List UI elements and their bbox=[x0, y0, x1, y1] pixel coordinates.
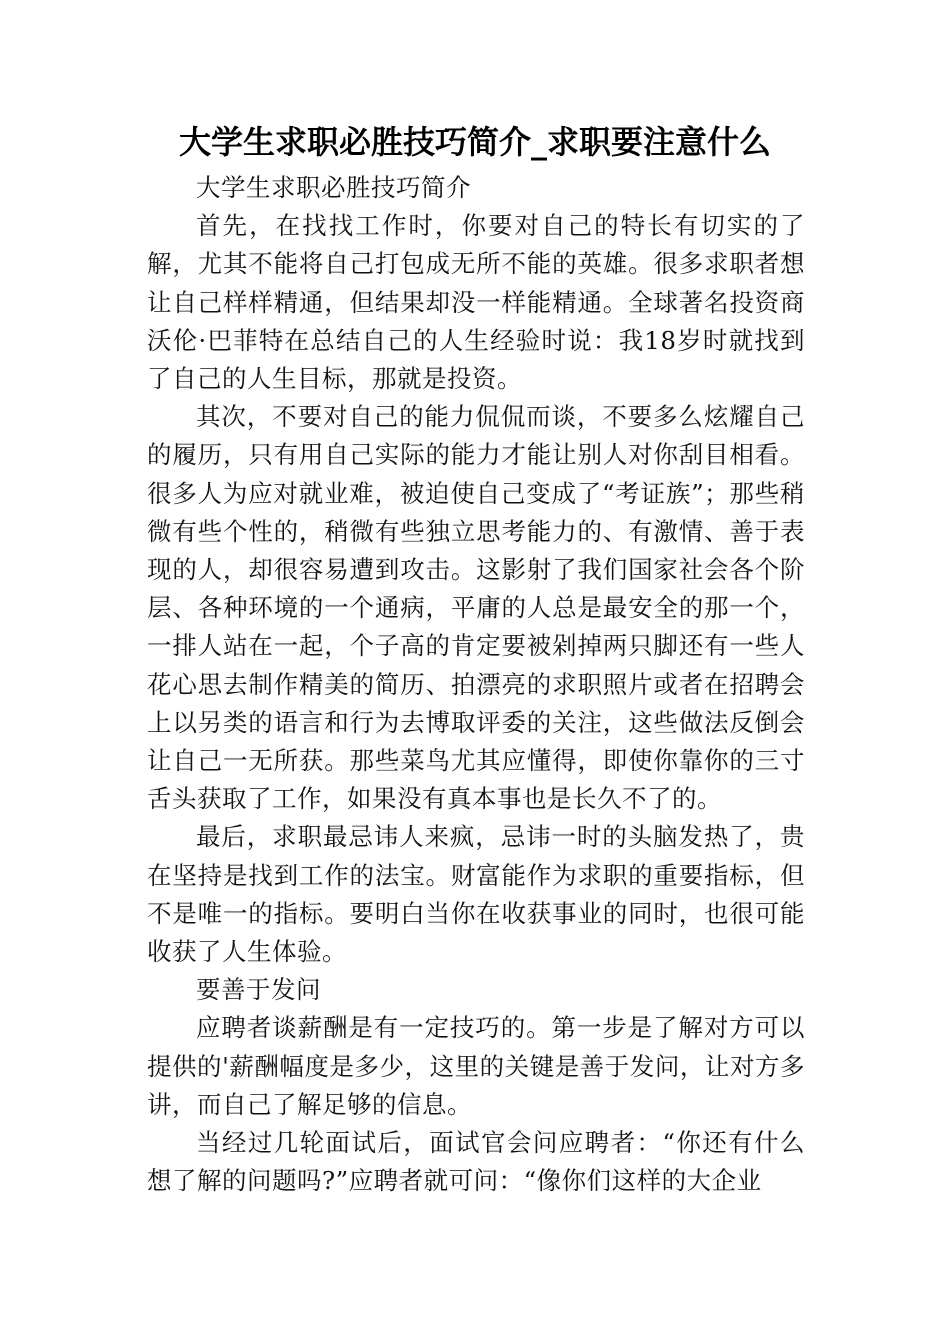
paragraph-first: 首先，在找找工作时，你要对自己的特长有切实的了解，尤其不能将自己打包成无所不能的英雄。很多求职者想让自己样样精通，但结果却没一样能精通。全球著名投资商沃伦·巴菲特在总结自己的人生经验时说：我18岁时就找到了自己的人生目标，那就是投资。 bbox=[147, 211, 805, 394]
document-body bbox=[147, 169, 805, 1200]
document-title: 大学生求职必胜技巧简介_求职要注意什么 bbox=[178, 123, 771, 161]
section-heading-intro: 大学生求职必胜技巧简介 bbox=[196, 173, 471, 202]
paragraph-last: 最后，求职最忌讳人来疯，忌讳一时的头脑发热了，贵在坚持是找到工作的法宝。财富能作为求职的重要指标，但不是唯一的指标。要明白当你在收获事业的同时，也很可能收获了人生体验。 bbox=[147, 822, 805, 967]
section-heading-ask: 要善于发问 bbox=[196, 975, 321, 1005]
document-page bbox=[147, 112, 805, 1200]
paragraph-second: 其次，不要对自己的能力侃侃而谈，不要多么炫耀自己的履历，只有用自己实际的能力才能让别人对你刮目相看。很多人为应对就业难，被迫使自己变成了“考证族”；那些稍微有些个性的，稍微有些独立思考能力的、有激情、善于表现的人，却很容易遭到攻击。这影射了我们国家社会各个阶层、各种环境的一个通病，平庸的人总是最安全的那一个，一排人站在一起，个子高的肯定要被剁掉两只脚还有一些人花心思去制作精美的简历、拍漂亮的求职照片或者在招聘会上以另类的语言和行为去博取评委的关注，这些做法反倒会让自己一无所获。那些菜鸟尤其应懂得，即使你靠你的三寸舌头获取了工作，如果没有真本事也是长久不了的。 bbox=[147, 402, 805, 814]
paragraph-salary: 应聘者谈薪酬是有一定技巧的。第一步是了解对方可以提供的'薪酬幅度是多少，这里的关键是善于发问，让对方多讲，而自己了解足够的信息。 bbox=[147, 1013, 805, 1119]
paragraph-interview: 当经过几轮面试后，面试官会问应聘者：“你还有什么想了解的问题吗?”应聘者就可问：“像你们这样的大企业 bbox=[147, 1128, 805, 1196]
